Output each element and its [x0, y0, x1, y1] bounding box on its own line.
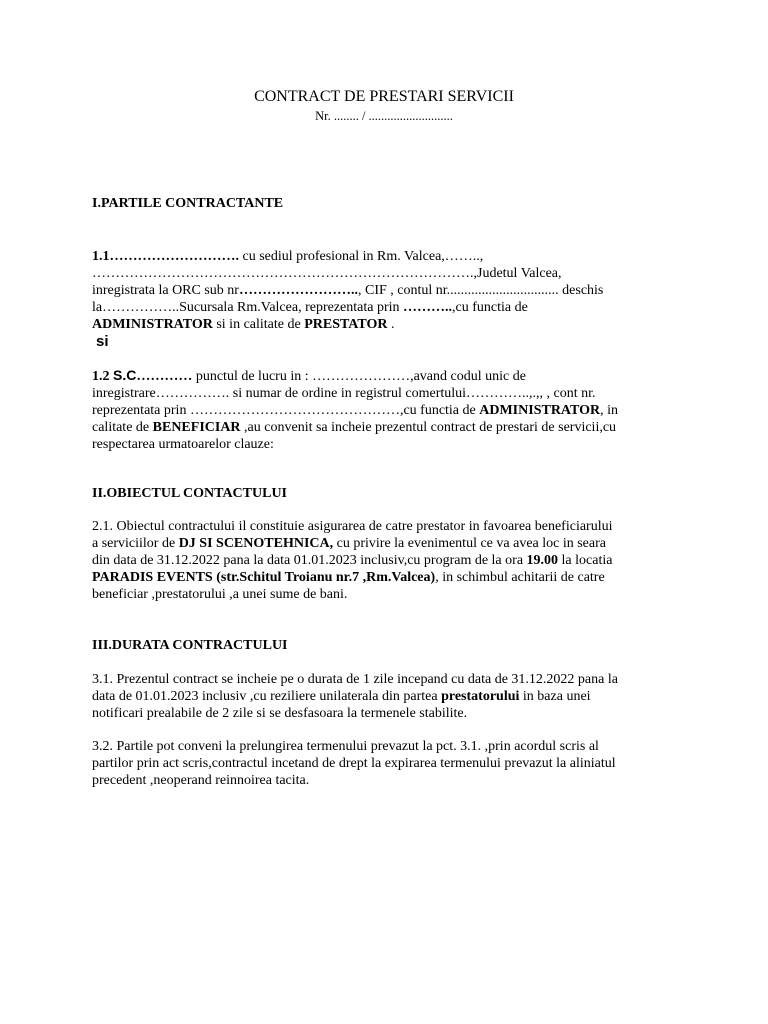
- line: [92, 385, 682, 402]
- text: inregistrare……………. si numar de ordine in registrul comertului…………..,.,, , cont nr.: [92, 386, 596, 401]
- section-2-heading: II.OBIECTUL CONTACTULUI: [92, 486, 288, 501]
- section-1-heading: I.PARTILE CONTRACTANTE: [92, 196, 284, 211]
- text: si in calitate de: [212, 317, 305, 332]
- text: cu privire la evenimentul ce va avea loc in seara: [333, 536, 606, 551]
- representative-placeholder: ………..: [403, 300, 453, 315]
- line: [92, 518, 682, 535]
- party-prestator: prestatorului: [441, 689, 520, 704]
- text: , in schimbul achitarii de catre: [435, 570, 605, 585]
- text: 3.1. Prezentul contract se incheie pe o durata de 1 zile incepand cu data de 31.12.2022 pana la: [92, 672, 618, 687]
- line: [92, 419, 682, 436]
- role-administrator: ADMINISTRATOR: [92, 317, 213, 332]
- text: .: [387, 317, 395, 332]
- text: a serviciilor de: [92, 536, 179, 551]
- text: reprezentata prin ………………………………………,cu functia de: [92, 403, 480, 418]
- text: 3.2. Partile pot conveni la prelungirea termenului prevazut la pct. 3.1. ,prin acordul scris al: [92, 739, 599, 754]
- contract-number-text: Nr. ........ / ...........................: [315, 109, 453, 123]
- line: [92, 586, 682, 603]
- line: [92, 299, 682, 316]
- text: calitate de: [92, 420, 153, 435]
- line: [92, 738, 682, 755]
- text: ,au convenit sa incheie prezentul contract de prestari de servicii,cu: [240, 420, 617, 435]
- section-1-1-paragraph: [92, 248, 682, 351]
- company-placeholder: …………: [136, 369, 193, 384]
- line: [92, 671, 682, 688]
- line: [92, 436, 682, 453]
- text: partilor prin act scris,contractul incetand de drept la expirarea termenului prevazut la aliniatul: [92, 756, 616, 771]
- line: [92, 535, 682, 552]
- document-title: CONTRACT DE PRESTARI SERVICII: [254, 88, 514, 105]
- conjunction-si: si: [96, 333, 109, 350]
- line: [92, 772, 682, 789]
- section-3-heading: III.DURATA CONTRACTULUI: [92, 638, 288, 653]
- text: cu sediul profesional in Rm. Valcea,……..,: [239, 249, 484, 264]
- text: , CIF , contul nr................................ deschis: [357, 283, 604, 298]
- service-name: DJ SI SCENOTEHNICA,: [178, 536, 334, 551]
- line: [92, 569, 682, 586]
- line: [92, 333, 682, 351]
- role-beneficiar: BENEFICIAR: [152, 420, 241, 435]
- role-prestator: PRESTATOR: [304, 317, 388, 332]
- text: beneficiar ,prestatorului ,a unei sume de bani.: [92, 587, 348, 602]
- text: punctul de lucru in : …………………,avand codul unic de: [192, 369, 526, 384]
- text: data de 01.01.2023 inclusiv ,cu reziliere unilaterala din partea: [92, 689, 442, 704]
- line: [92, 367, 682, 385]
- line: [92, 688, 682, 705]
- line: [92, 316, 682, 333]
- contract-number: [0, 109, 768, 123]
- section-1-2-paragraph: [92, 367, 682, 453]
- line: [92, 705, 682, 722]
- text: notificari prealabile de 2 zile si se desfasoara la termenele stabilite.: [92, 706, 468, 721]
- company-type: S.C: [113, 367, 137, 383]
- text: precedent ,neoperand reinnoirea tacita.: [92, 773, 310, 788]
- line: [92, 282, 682, 299]
- text: la……………..Sucursala Rm.Valcea, reprezentata prin: [92, 300, 404, 315]
- text: ,cu functia de: [452, 300, 528, 315]
- clause-number: 1.1……………………….: [92, 249, 239, 264]
- text: , in: [600, 403, 618, 418]
- text: din data de 31.12.2022 pana la data 01.01.2023 inclusiv,cu program de la ora: [92, 553, 527, 568]
- line: [92, 755, 682, 772]
- event-time: 19.00: [526, 553, 559, 568]
- text: inregistrata la ORC sub nr: [92, 283, 239, 298]
- line: [92, 402, 682, 419]
- section-3-1-paragraph: [92, 671, 682, 722]
- text: la locatia: [558, 553, 613, 568]
- section-3-2-paragraph: [92, 738, 682, 789]
- line: [92, 552, 682, 569]
- line: [92, 248, 682, 265]
- role-administrator: ADMINISTRATOR: [479, 403, 601, 418]
- text: ……………………………………………………………………….,Judetul Valcea,: [92, 266, 562, 281]
- text: respectarea urmatoarelor clauze:: [92, 437, 274, 452]
- text: in baza unei: [519, 689, 591, 704]
- orc-number-placeholder: ……………………..: [238, 283, 358, 298]
- section-2-1-paragraph: [92, 518, 682, 603]
- event-location: PARADIS EVENTS (str.Schitul Troianu nr.7 ,Rm.Valcea): [92, 570, 436, 585]
- clause-number: 1.2: [92, 369, 113, 384]
- text: 2.1. Obiectul contractului il constituie asigurarea de catre prestator in favoarea beneficiarului: [92, 519, 613, 534]
- line: [92, 265, 682, 282]
